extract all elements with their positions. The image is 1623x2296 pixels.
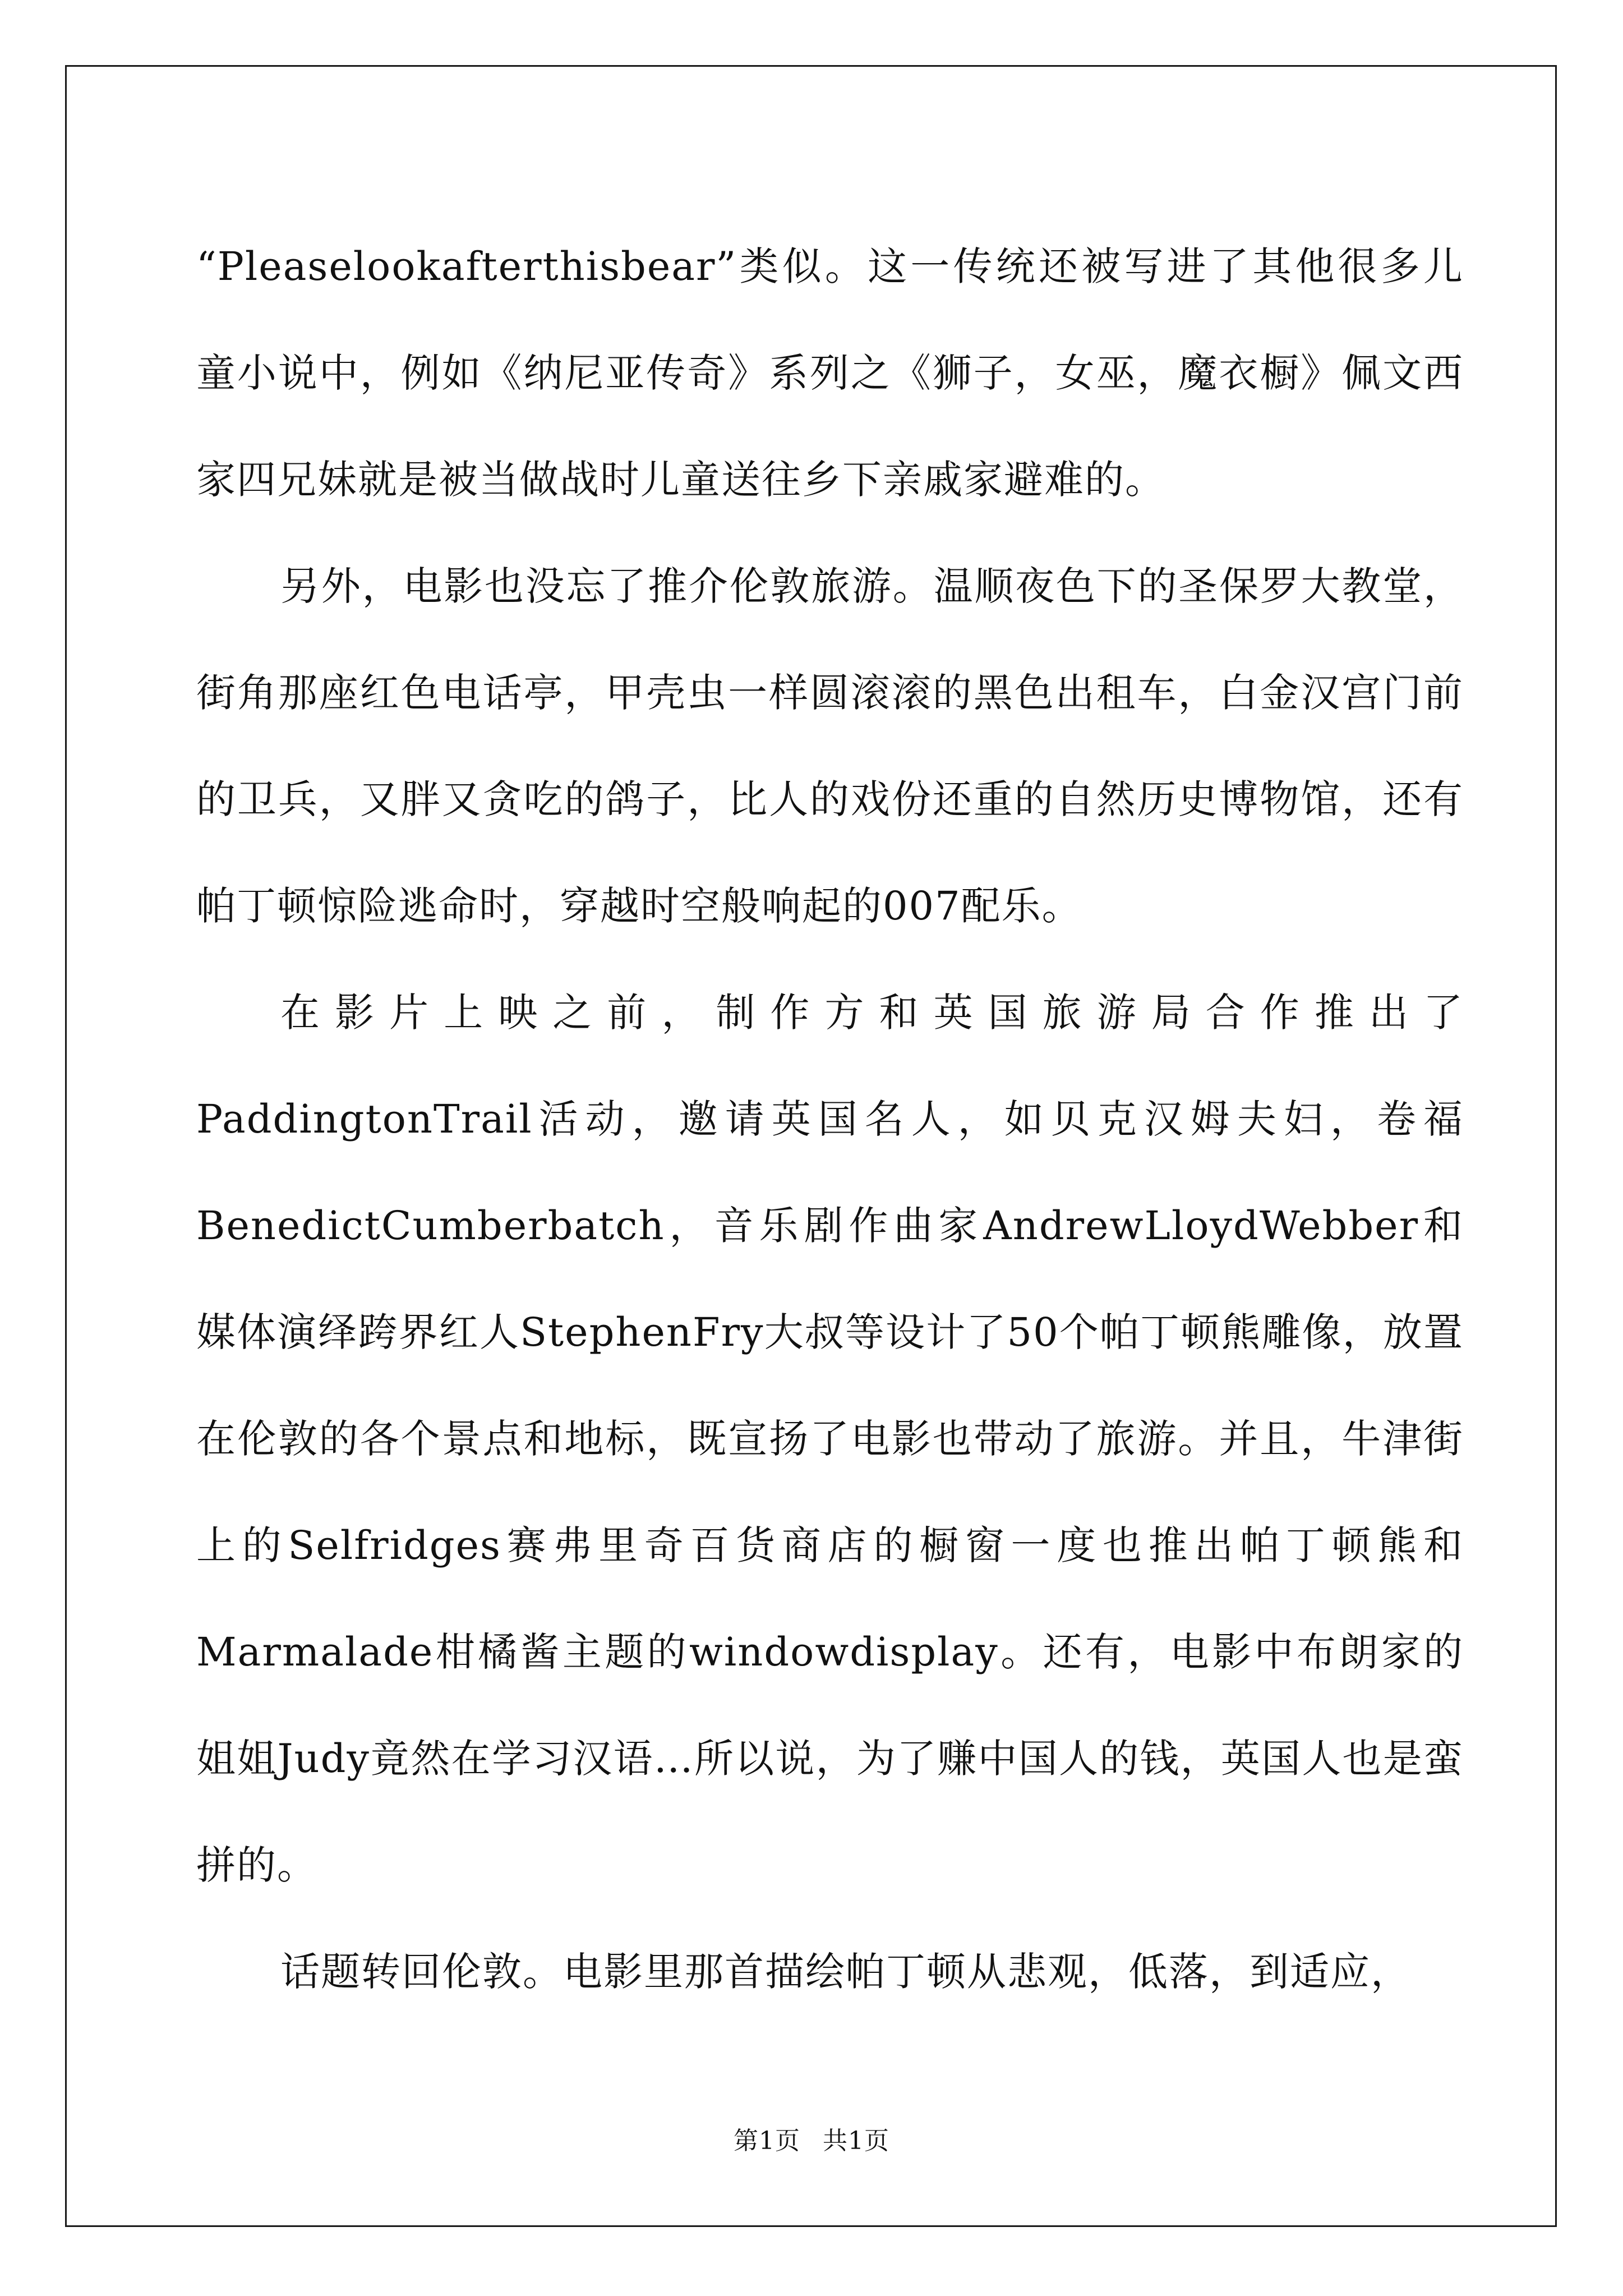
document-body	[196, 213, 1464, 2025]
paragraph-continued: “Pleaselookafterthisbear”类似。这一传统还被写进了其他很多儿童小说中，例如《纳尼亚传奇》系列之《狮子，女巫，魔衣橱》佩文西家四兄妹就是被当做战时儿童送往乡下亲戚家避难的。	[196, 243, 1464, 503]
paragraph-back-to-london: 话题转回伦敦。电影里那首描绘帕丁顿从悲观，低落，到适应，	[280, 1949, 1411, 1995]
page-number-current: 第1页	[734, 2127, 800, 2155]
paragraph-paddington-trail: 在影片上映之前，制作方和英国旅游局合作推出了PaddingtonTrail活动，邀请英国名人，如贝克汉姆夫妇，卷福BenedictCumberbatch，音乐剧作曲家AndrewLloydWebber和媒体演绎跨界红人StephenFry大叔等设计了50个帕丁顿熊雕像，放置在伦敦的各个景点和地标，既宣扬了电影也带动了旅游。并且，牛津街上的Selfridges赛弗里奇百货商店的橱窗一度也推出帕丁顿熊和Marmalade柑橘酱主题的windowdisplay。还有，电影中布朗家的姐姐Judy竟然在学习汉语…所以说，为了赚中国人的钱，英国人也是蛮拼的。	[196, 990, 1464, 1888]
page-number-total: 共1页	[823, 2127, 889, 2155]
page-footer	[0, 2120, 1623, 2156]
paragraph-london-tourism: 另外，电影也没忘了推介伦敦旅游。温顺夜色下的圣保罗大教堂，街角那座红色电话亭，甲壳虫一样圆滚滚的黑色出租车，白金汉宫门前的卫兵，又胖又贪吃的鸽子，比人的戏份还重的自然历史博物馆，还有帕丁顿惊险逃命时，穿越时空般响起的007配乐。	[196, 563, 1464, 929]
